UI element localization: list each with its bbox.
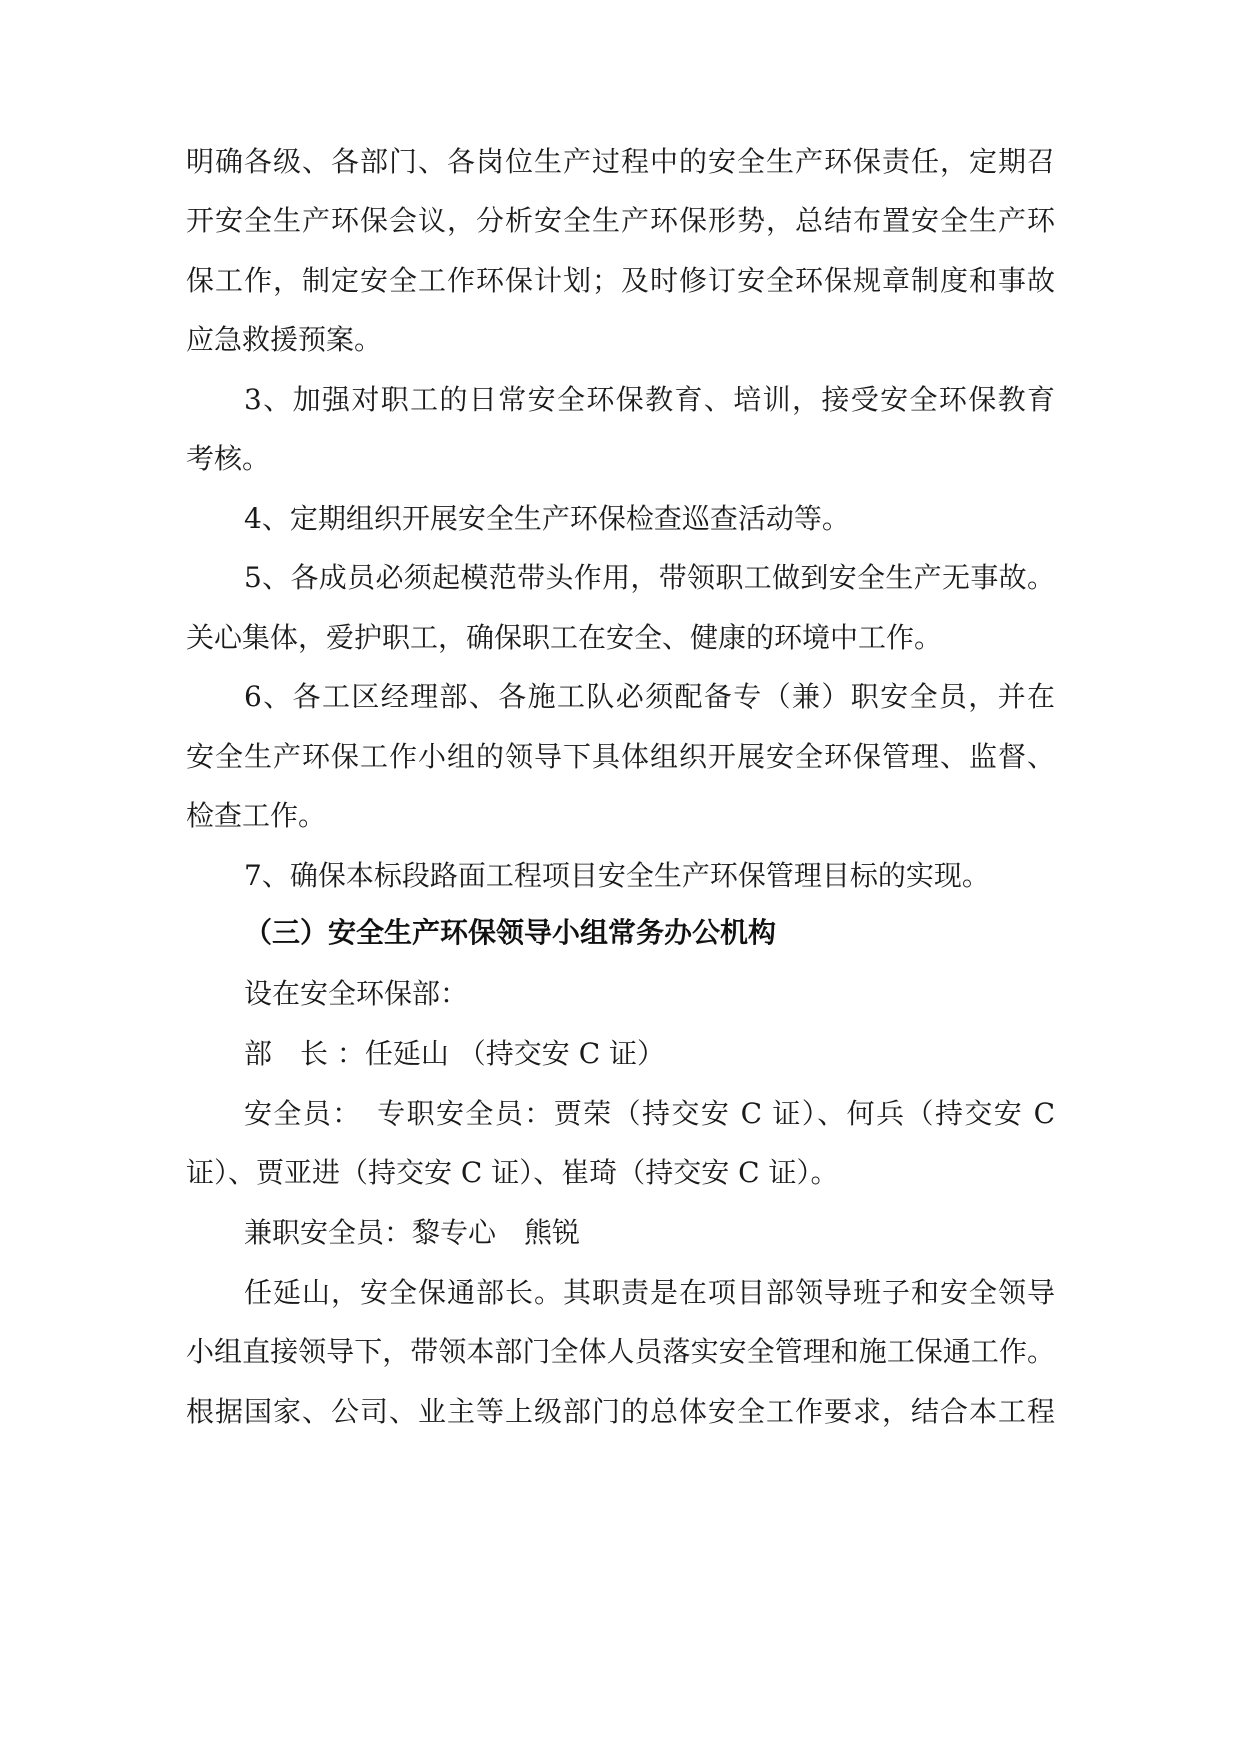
text-line: 考核。 [186,442,271,475]
list-item-3: 3、加强对职工的日常安全环保教育、培训，接受安全环保教育 [244,383,1055,416]
text-line: 安全生产环保工作小组的领导下具体组织开展安全环保管理、监督、 [186,740,1055,773]
section-heading: （三）安全生产环保领导小组常务办公机构 [244,916,777,949]
list-item-7: 7、确保本标段路面工程项目安全生产环保管理目标的实现。 [244,859,990,892]
text-line: 应急救援预案。 [186,323,383,356]
list-item-4: 4、定期组织开展安全生产环保检查巡查活动等。 [244,502,850,535]
text-line: 明确各级、各部门、各岗位生产过程中的安全生产环保责任，定期召 [186,145,1055,178]
text-line: 任延山，安全保通部长。其职责是在项目部领导班子和安全领导 [244,1276,1055,1309]
text-line: 根据国家、公司、业主等上级部门的总体安全工作要求，结合本工程 [186,1395,1055,1428]
minister-line: 部 长 ：任延山 （持交安 C 证） [244,1037,666,1070]
text-line: 关心集体，爱护职工，确保职工在安全、健康的环境中工作。 [186,621,943,654]
text-line: 检查工作。 [186,799,327,832]
text-line: 设在安全环保部： [244,977,469,1010]
list-item-6: 6、各工区经理部、各施工队必须配备专（兼）职安全员，并在 [244,680,1055,713]
safety-officers-line: 安全员： 专职安全员：贾荣（持交安 C 证）、何兵（持交安 C [244,1097,1055,1130]
text-line: 小组直接领导下，带领本部门全体人员落实安全管理和施工保通工作。 [186,1335,1055,1368]
list-item-5: 5、各成员必须起模范带头作用，带领职工做到安全生产无事故。 [244,561,1055,594]
text-line: 证）、贾亚进（持交安 C 证）、崔琦（持交安 C 证）。 [186,1156,839,1189]
text-line: 开安全生产环保会议，分析安全生产环保形势，总结布置安全生产环 [186,204,1055,237]
text-line: 保工作，制定安全工作环保计划；及时修订安全环保规章制度和事故 [186,264,1055,297]
part-time-officers-line: 兼职安全员：黎专心 熊锐 [244,1216,581,1249]
